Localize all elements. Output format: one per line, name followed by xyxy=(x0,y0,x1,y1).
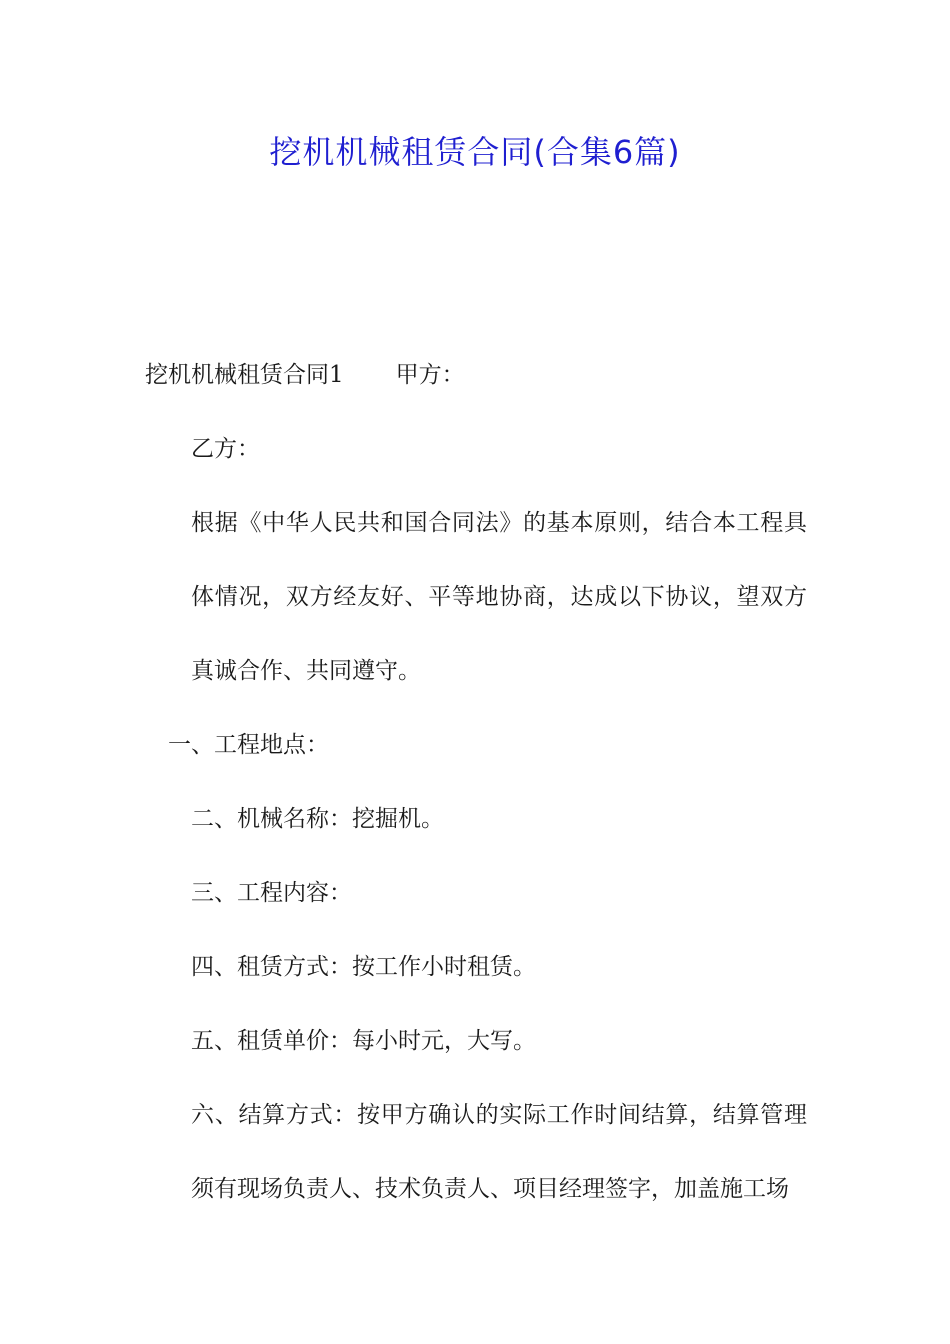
clause-4: 四、租赁方式：按工作小时租赁。 xyxy=(191,954,536,980)
clause-5: 五、租赁单价：每小时元，大写。 xyxy=(191,1028,536,1054)
clause-3: 三、工程内容： xyxy=(191,880,352,906)
party-b-label: 乙方： xyxy=(191,436,260,462)
party-a-label: 甲方： xyxy=(395,362,465,388)
document-body xyxy=(145,338,807,1226)
clause-1: 一、工程地点： xyxy=(168,732,329,758)
contract-name: 挖机机械租赁合同1 xyxy=(145,362,344,388)
contract-heading-line xyxy=(145,338,807,412)
document-title: 挖机机械租赁合同(合集6篇) xyxy=(269,133,681,171)
clause-2: 二、机械名称：挖掘机。 xyxy=(191,806,444,832)
clause-6: 六、结算方式：按甲方确认的实际工作时间结算，结算管理须有现场负责人、技术负责人、项目经理签字，加盖施工场 xyxy=(191,1102,807,1202)
preamble-paragraph: 根据《中华人民共和国合同法》的基本原则，结合本工程具体情况，双方经友好、平等地协商，达成以下协议，望双方真诚合作、共同遵守。 xyxy=(191,510,807,684)
